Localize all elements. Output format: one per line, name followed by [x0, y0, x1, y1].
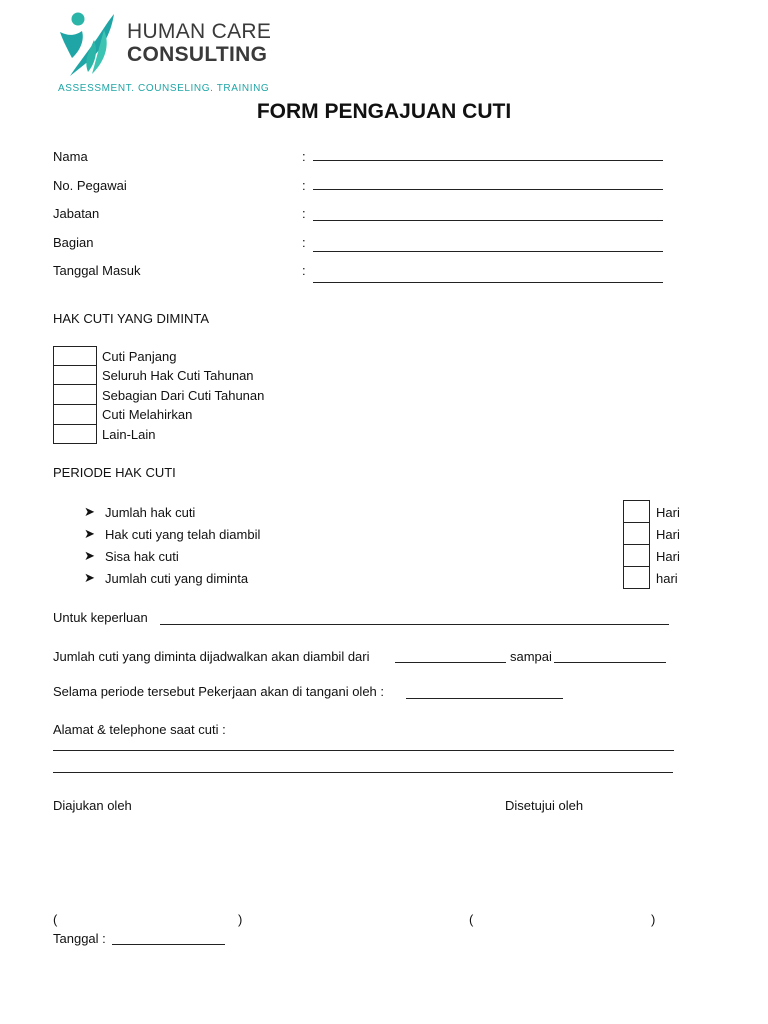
period-item-label: Hak cuti yang telah diambil — [105, 527, 261, 542]
period-item-label: Sisa hak cuti — [105, 549, 179, 564]
field-colon: : — [302, 206, 306, 221]
period-item-label: Jumlah hak cuti — [105, 505, 196, 520]
signature-open-paren: ( — [469, 912, 474, 927]
bagian-input-line[interactable] — [313, 251, 663, 252]
leave-type-heading: HAK CUTI YANG DIMINTA — [53, 311, 210, 326]
days-unit-label: Hari — [656, 505, 680, 520]
jabatan-input-line[interactable] — [313, 220, 663, 221]
nama-input-line[interactable] — [313, 160, 663, 161]
arrow-bullet-icon: ➤ — [84, 504, 95, 519]
days-unit-label: Hari — [656, 549, 680, 564]
date-input-line[interactable] — [112, 944, 225, 945]
purpose-label: Untuk keperluan — [53, 610, 148, 625]
checkbox-sebagian-dari-cuti-tahunan[interactable] — [53, 384, 97, 405]
form-title: FORM PENGAJUAN CUTI — [256, 100, 512, 123]
checkbox-cuti-panjang[interactable] — [53, 346, 97, 366]
approved-by-label: Disetujui oleh — [505, 798, 584, 813]
signature-close-paren: ) — [238, 912, 243, 927]
period-item-label: Jumlah cuti yang diminta — [105, 571, 249, 586]
field-label-tanggal-masuk: Tanggal Masuk — [53, 263, 141, 278]
field-label-no-pegawai: No. Pegawai — [53, 178, 127, 193]
address-input-line-2[interactable] — [53, 772, 673, 773]
field-label-jabatan: Jabatan — [53, 206, 100, 221]
days-input-box[interactable] — [623, 544, 650, 567]
checkbox-lain-lain[interactable] — [53, 424, 97, 444]
arrow-bullet-icon: ➤ — [84, 526, 95, 541]
field-label-nama: Nama — [53, 149, 88, 164]
field-colon: : — [302, 263, 306, 278]
address-input-line-1[interactable] — [53, 750, 674, 751]
tanggal-masuk-input-line[interactable] — [313, 282, 663, 283]
signature-open-paren: ( — [53, 912, 58, 927]
schedule-until-input-line[interactable] — [554, 662, 666, 663]
brand-tagline: ASSESSMENT. COUNSELING. TRAINING — [58, 83, 270, 94]
human-care-figure-icon — [58, 10, 120, 78]
signature-close-paren: ) — [651, 912, 656, 927]
days-unit-label: hari — [656, 571, 678, 586]
option-label-cuti-panjang: Cuti Panjang — [102, 349, 177, 364]
no-pegawai-input-line[interactable] — [313, 189, 663, 190]
option-label-lain-lain: Lain-Lain — [102, 427, 156, 442]
checkbox-seluruh-hak-cuti-tahunan[interactable] — [53, 365, 97, 385]
field-colon: : — [302, 178, 306, 193]
date-label: Tanggal : — [53, 931, 106, 946]
checkbox-cuti-melahirkan[interactable] — [53, 404, 97, 425]
arrow-bullet-icon: ➤ — [84, 548, 95, 563]
days-input-box[interactable] — [623, 500, 650, 523]
schedule-label: Jumlah cuti yang diminta dijadwalkan akan diambil dari — [53, 649, 370, 664]
submitted-by-label: Diajukan oleh — [53, 798, 132, 813]
handover-input-line[interactable] — [406, 698, 563, 699]
schedule-until-label: sampai — [510, 649, 552, 664]
field-label-bagian: Bagian — [53, 235, 94, 250]
option-label-sebagian-dari-cuti-tahunan: Sebagian Dari Cuti Tahunan — [102, 388, 265, 403]
handover-label: Selama periode tersebut Pekerjaan akan di tangani oleh : — [53, 684, 384, 699]
purpose-input-line[interactable] — [160, 624, 669, 625]
days-unit-label: Hari — [656, 527, 680, 542]
brand-name-line1: HUMAN CARE — [127, 20, 272, 43]
schedule-from-input-line[interactable] — [395, 662, 506, 663]
days-input-box[interactable] — [623, 566, 650, 589]
brand-name-line2: CONSULTING — [127, 43, 268, 66]
field-colon: : — [302, 149, 306, 164]
period-heading: PERIODE HAK CUTI — [53, 465, 176, 480]
option-label-seluruh-hak-cuti-tahunan: Seluruh Hak Cuti Tahunan — [102, 368, 254, 383]
field-colon: : — [302, 235, 306, 250]
arrow-bullet-icon: ➤ — [84, 570, 95, 585]
option-label-cuti-melahirkan: Cuti Melahirkan — [102, 407, 193, 422]
days-input-box[interactable] — [623, 522, 650, 545]
address-label: Alamat & telephone saat cuti : — [53, 722, 226, 737]
